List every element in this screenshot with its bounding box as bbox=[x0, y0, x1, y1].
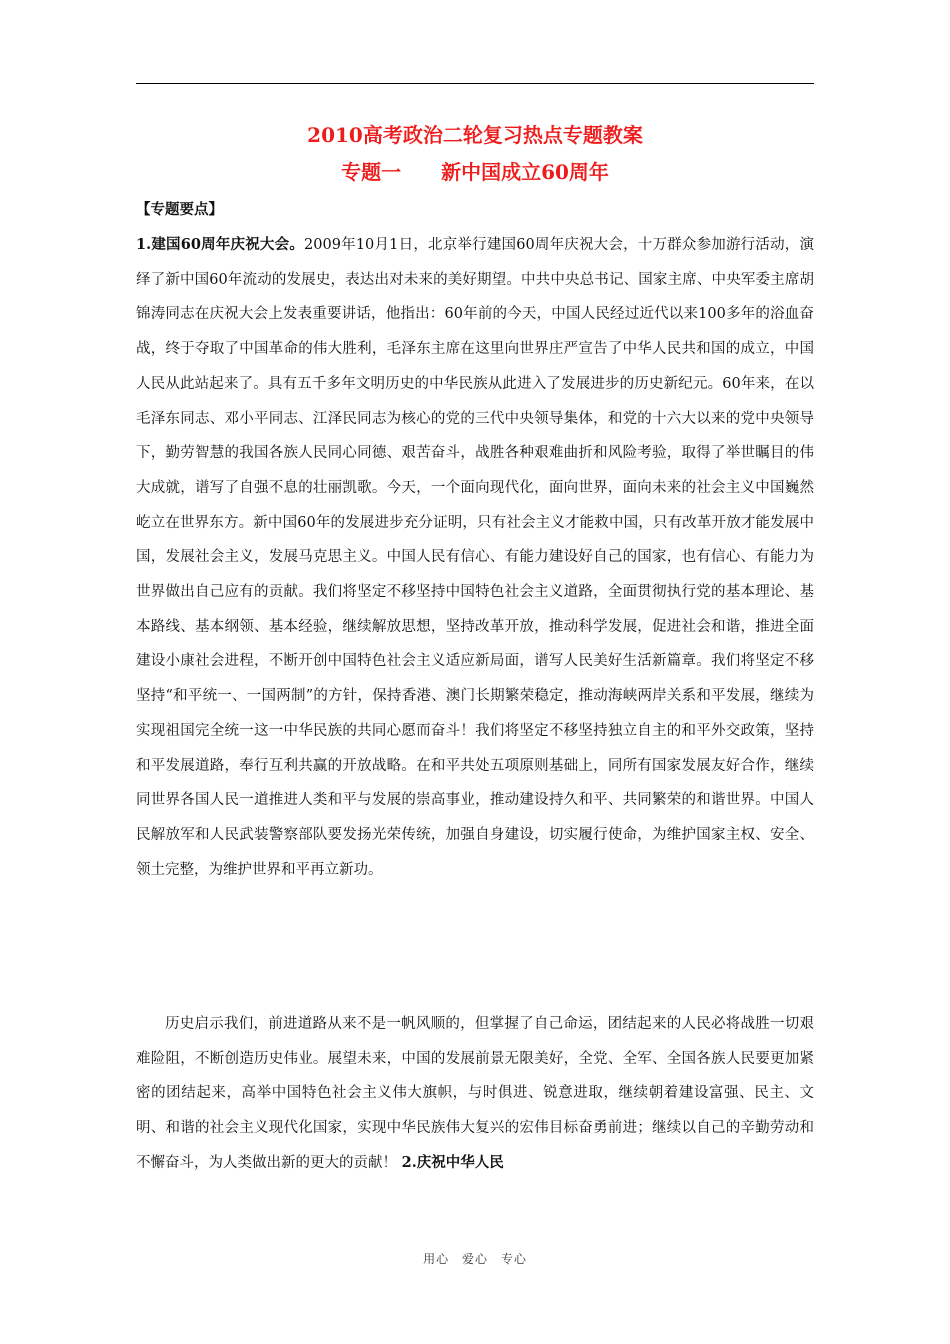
header-rule bbox=[136, 83, 814, 84]
section-label: 【专题要点】 bbox=[136, 201, 223, 218]
paragraph-1-body: 2009年10月1日，北京举行建国60周年庆祝大会，十万群众参加游行活动，演绎了新中国60年流动的发展史，表达出对未来的美好期望。中共中央总书记、国家主席、中央军委主席胡锦涛同志在庆祝大会上发表重要讲话，他指出：60年前的今天，中国人民经过近代以来100多年的浴血奋战，终于夺取了中国革命的伟大胜利，毛泽东主席在这里向世界庄严宣告了中华人民共和国的成立，中国人民从此站起来了。具有五千多年文明历史的中华民族从此进入了发展进步的历史新纪元。60年来，在以毛泽东同志、邓小平同志、江泽民同志为核心的党的三代中央领导集体，和党的十六大以来的党中央领导下，勤劳智慧的我国各族人民同心同德、艰苦奋斗，战胜各种艰难曲折和风险考验，取得了举世瞩目的伟大成就，谱写了自强不息的壮丽凯歌。今天，一个面向现代化，面向世界，面向未来的社会主义中国巍然屹立在世界东方。新中国60年的发展进步充分证明，只有社会主义才能救中国，只有改革开放才能发展中国，发展社会主义，发展马克思主义。中国人民有信心、有能力建设好自己的国家，也有信心、有能力为世界做出自己应有的贡献。我们将坚定不移坚持中国特色社会主义道路，全面贯彻执行党的基本理论、基本路线、基本纲领、基本经验，继续解放思想，坚持改革开放，推动科学发展，促进社会和谐，推进全面建设小康社会进程，不断开创中国特色社会主义适应新局面，谱写人民美好生活新篇章。我们将坚定不移坚持“和平统一、一国两制”的方针，保持香港、澳门长期繁荣稳定，推动海峡两岸关系和平发展，继续为实现祖国完全统一这一中华民族的共同心愿而奋斗！我们将坚定不移坚持独立自主的和平外交政策，坚持和平发展道路，奉行互利共赢的开放战略。在和平共处五项原则基础上，同所有国家发展友好合作，继续同世界各国人民一道推进人类和平与发展的崇高事业，推动建设持久和平、共同繁荣的和谐世界。中国人民解放军和人民武装警察部队要发扬光荣传统，加强自身建设，切实履行使命，为维护国家主权、安全、领土完整，为维护世界和平再立新功。 bbox=[136, 237, 814, 878]
footer-word-3: 专心 bbox=[500, 1252, 527, 1266]
paragraph-1-heading: 1.建国60周年庆祝大会。 bbox=[136, 236, 305, 253]
footer-word-1: 用心 bbox=[423, 1252, 450, 1266]
paragraph-2-body: 历史启示我们，前进道路从来不是一帆风顺的，但掌握了自己命运，团结起来的人民必将战胜一切艰难险阻，不断创造历史伟业。展望未来，中国的发展前景无限美好，全党、全军、全国各族人民要更加紧密的团结起来，高举中国特色社会主义伟大旗帜，与时俱进、锐意进取，继续朝着建设富强、民主、文明、和谐的社会主义现代化国家，实现中华民族伟大复兴的宏伟目标奋勇前进；继续以自己的辛勤劳动和不懈奋斗，为人类做出新的更大的贡献！ bbox=[136, 1016, 814, 1171]
paragraph-2 bbox=[136, 1007, 814, 1181]
paragraph-1 bbox=[136, 228, 814, 887]
page-footer bbox=[0, 1250, 950, 1267]
paragraph-3-heading: 2.庆祝中华人民 bbox=[401, 1153, 504, 1171]
document-title: 2010高考政治二轮复习热点专题教案 bbox=[307, 123, 643, 147]
topic-number: 专题一 bbox=[341, 160, 402, 184]
footer-word-2: 爱心 bbox=[461, 1252, 488, 1266]
topic-name: 新中国成立60周年 bbox=[441, 160, 609, 184]
topic-title bbox=[136, 158, 814, 186]
